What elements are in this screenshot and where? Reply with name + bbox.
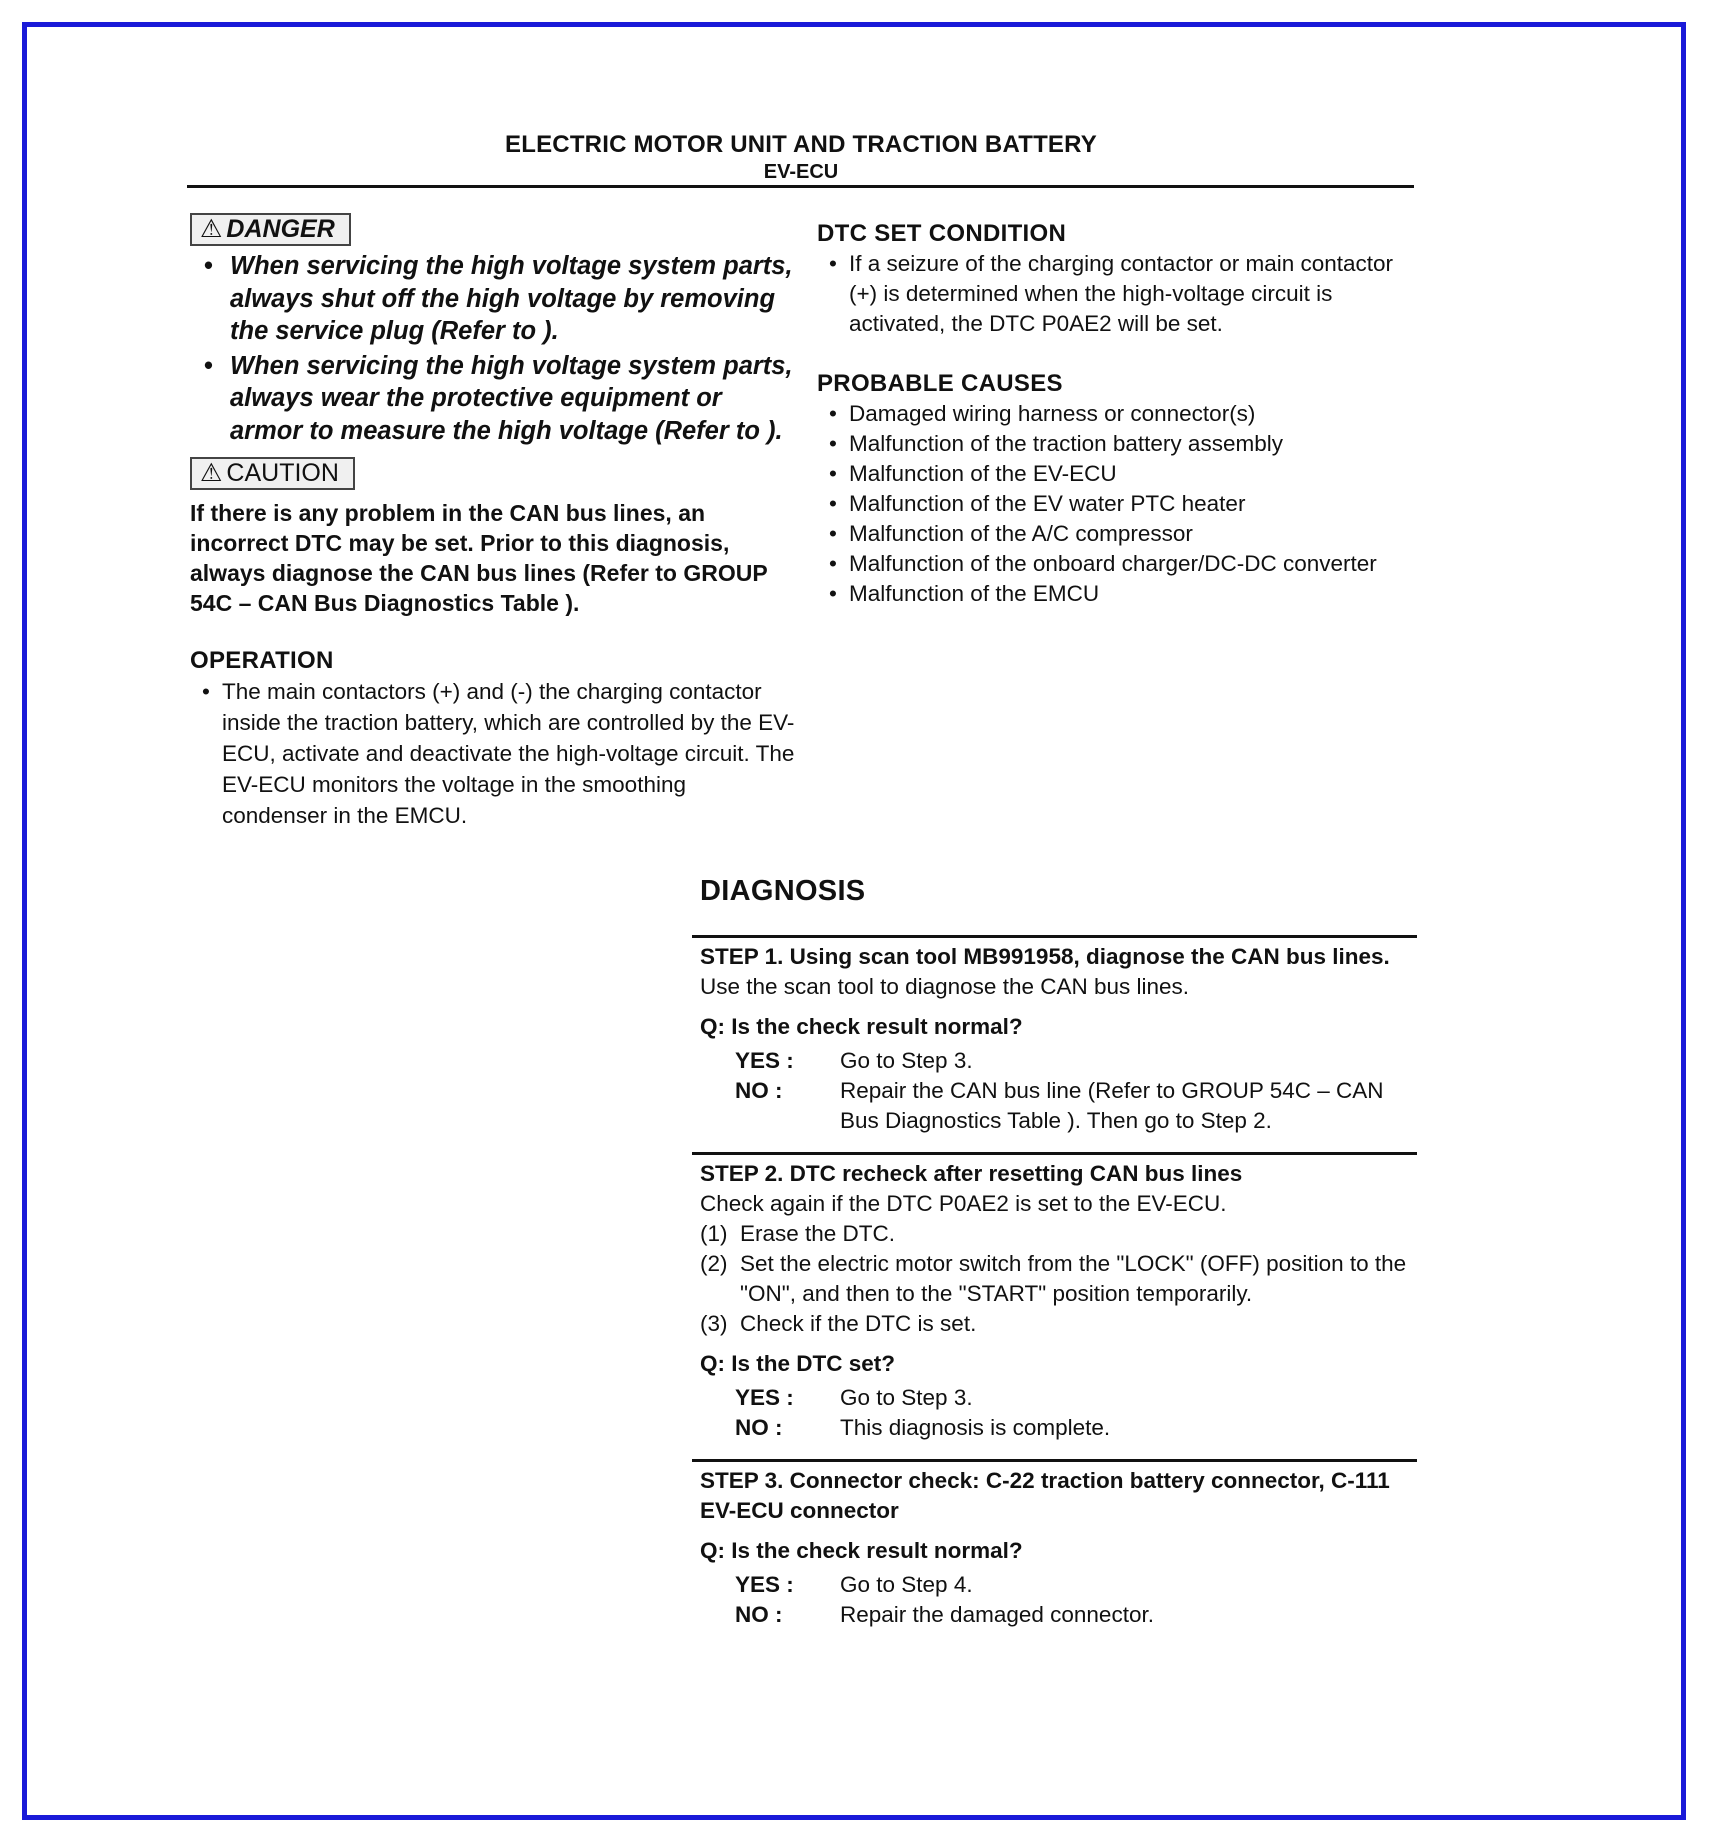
substep-number: (2) (700, 1251, 728, 1276)
yes-text: Go to Step 3. (840, 1385, 973, 1410)
header-rule (187, 185, 1414, 188)
diagnosis-step-3 (700, 1462, 1415, 1630)
step-title: STEP 3. Connector check: C-22 traction battery connector, C-111 EV-ECU connector (700, 1468, 1390, 1523)
yes-answer (735, 1383, 1415, 1413)
step-question: Q: Is the check result normal? (700, 1538, 1023, 1563)
substep-text: Check if the DTC is set. (740, 1311, 977, 1336)
danger-list (190, 250, 795, 447)
operation-heading: OPERATION (190, 647, 334, 674)
no-answer (735, 1600, 1415, 1630)
yes-answer (735, 1570, 1415, 1600)
substep-number: (3) (700, 1311, 728, 1336)
step-text: Use the scan tool to diagnose the CAN bus lines. (700, 974, 1190, 999)
no-text: This diagnosis is complete. (840, 1415, 1111, 1440)
diagnosis-step-2 (700, 1155, 1415, 1443)
danger-item: • When servicing the high voltage system parts, always shut off the high voltage by removing the service plug (Refer to ). (190, 250, 795, 348)
page-subtitle: EV-ECU (763, 161, 839, 183)
probable-cause-item: • Malfunction of the EV-ECU (817, 459, 1417, 489)
substep-text: Erase the DTC. (740, 1221, 896, 1246)
probable-causes-heading: PROBABLE CAUSES (817, 370, 1063, 397)
danger-item: • When servicing the high voltage system parts, always wear the protective equipment or armor to measure the high voltage (Refer to ). (190, 350, 795, 448)
yes-label: YES : (735, 1048, 794, 1073)
operation-list (190, 676, 795, 831)
no-label: NO : (735, 1602, 783, 1627)
caution-text: If there is any problem in the CAN bus lines, an incorrect DTC may be set. Prior to this diagnosis, always diagnose the CAN bus lines (Refer to GROUP 54C – CAN Bus Diagnostics Table ). (190, 500, 768, 616)
step-title: STEP 2. DTC recheck after resetting CAN bus lines (700, 1161, 1243, 1186)
substep (700, 1309, 1415, 1339)
caution-box (190, 457, 355, 490)
danger-label: DANGER (226, 215, 335, 243)
warning-triangle-icon: ⚠ (200, 459, 223, 487)
probable-cause-item: • Damaged wiring harness or connector(s) (817, 399, 1417, 429)
no-answer (735, 1413, 1415, 1443)
step-text: Check again if the DTC P0AE2 is set to the EV-ECU. (700, 1191, 1227, 1216)
yes-text: Go to Step 3. (840, 1048, 973, 1073)
probable-causes-list (817, 399, 1417, 609)
no-text: Repair the CAN bus line (Refer to GROUP 54C – CAN Bus Diagnostics Table ). Then go to Step 2. (840, 1078, 1384, 1133)
danger-box (190, 213, 351, 246)
dtc-set-condition-heading: DTC SET CONDITION (817, 220, 1067, 247)
no-text: Repair the damaged connector. (840, 1602, 1154, 1627)
left-column (190, 213, 795, 831)
diagnosis-step-1 (700, 938, 1415, 1136)
warning-triangle-icon: ⚠ (200, 215, 223, 243)
probable-cause-item: • Malfunction of the EMCU (817, 579, 1417, 609)
probable-cause-item: • Malfunction of the onboard charger/DC-DC converter (817, 549, 1417, 579)
operation-item: • The main contactors (+) and (-) the charging contactor inside the traction battery, which are controlled by the EV-ECU, activate and deactivate the high-voltage circuit. The EV-ECU monitors the voltage in the smoothing condenser in the EMCU. (190, 676, 795, 831)
dtc-set-condition-list (817, 249, 1417, 339)
step-title: STEP 1. Using scan tool MB991958, diagnose the CAN bus lines. (700, 944, 1390, 969)
yes-label: YES : (735, 1572, 794, 1597)
diagnosis-heading: DIAGNOSIS (700, 875, 866, 907)
substep (700, 1219, 1415, 1249)
substep-number: (1) (700, 1221, 728, 1246)
right-column (817, 219, 1417, 609)
yes-text: Go to Step 4. (840, 1572, 973, 1597)
caution-label: CAUTION (226, 459, 339, 487)
diagnosis-section (700, 873, 1415, 1630)
probable-cause-item: • Malfunction of the A/C compressor (817, 519, 1417, 549)
step-question: Q: Is the DTC set? (700, 1351, 896, 1376)
step-question: Q: Is the check result normal? (700, 1014, 1023, 1039)
page-title: ELECTRIC MOTOR UNIT AND TRACTION BATTERY (505, 131, 1097, 158)
yes-label: YES : (735, 1385, 794, 1410)
no-label: NO : (735, 1078, 783, 1103)
no-answer (735, 1076, 1415, 1136)
yes-answer (735, 1046, 1415, 1076)
dtc-set-condition-item: • If a seizure of the charging contactor or main contactor (+) is determined when the high-voltage circuit is activated, the DTC P0AE2 will be set. (817, 249, 1417, 339)
no-label: NO : (735, 1415, 783, 1440)
probable-cause-item: • Malfunction of the traction battery assembly (817, 429, 1417, 459)
probable-cause-item: • Malfunction of the EV water PTC heater (817, 489, 1417, 519)
substep-text: Set the electric motor switch from the "LOCK" (OFF) position to the "ON", and then to the "START" position temporarily. (740, 1251, 1407, 1306)
substep (700, 1249, 1415, 1309)
